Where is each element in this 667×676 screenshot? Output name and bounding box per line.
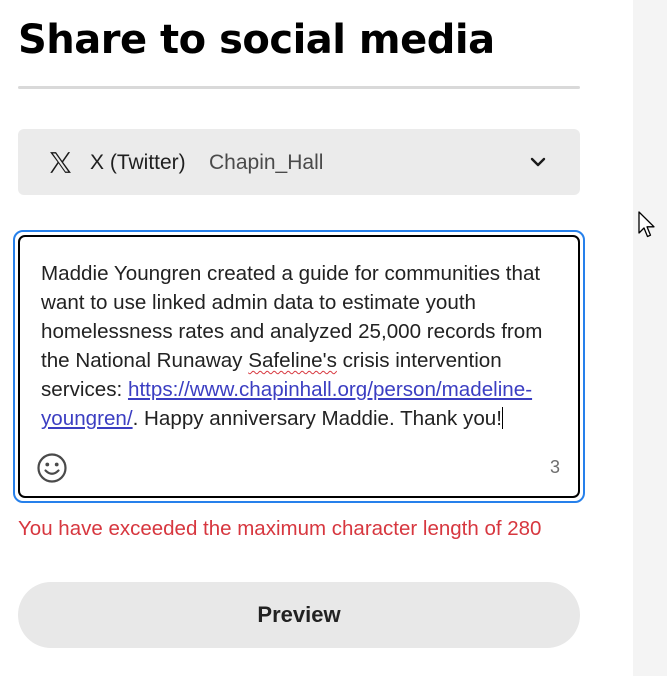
x-logo-icon: [48, 150, 73, 175]
post-link[interactable]: https://www.chapinhall.org/person/madeline-youngren/: [41, 378, 533, 430]
right-gutter: [633, 0, 667, 676]
post-text-segment: Maddie Youngren created a guide for communities that want to use linked admin data to estimate youth homelessness rates and analyzed 25,000 records from the National Runaway: [41, 262, 543, 372]
text-caret: [502, 407, 503, 429]
post-text[interactable]: [41, 259, 566, 433]
page-title: Share to social media: [18, 17, 495, 63]
platform-label: X (Twitter): [90, 151, 186, 174]
post-text-field[interactable]: [18, 235, 580, 498]
smiley-icon[interactable]: [36, 452, 68, 484]
account-handle: Chapin_Hall: [209, 151, 324, 174]
post-text-segment: . Happy anniversary Maddie. Thank you!: [132, 407, 502, 430]
preview-button[interactable]: Preview: [18, 582, 580, 648]
account-dropdown[interactable]: [18, 129, 580, 195]
character-count: 3: [549, 457, 560, 477]
misspelled-word: Safeline's: [248, 349, 337, 372]
error-message: You have exceeded the maximum character length of 280: [18, 517, 542, 540]
chevron-down-icon[interactable]: [529, 153, 547, 171]
post-text-segment: crisis intervention services:: [41, 349, 502, 401]
mouse-cursor-icon: [638, 211, 658, 239]
title-divider: [18, 86, 580, 89]
